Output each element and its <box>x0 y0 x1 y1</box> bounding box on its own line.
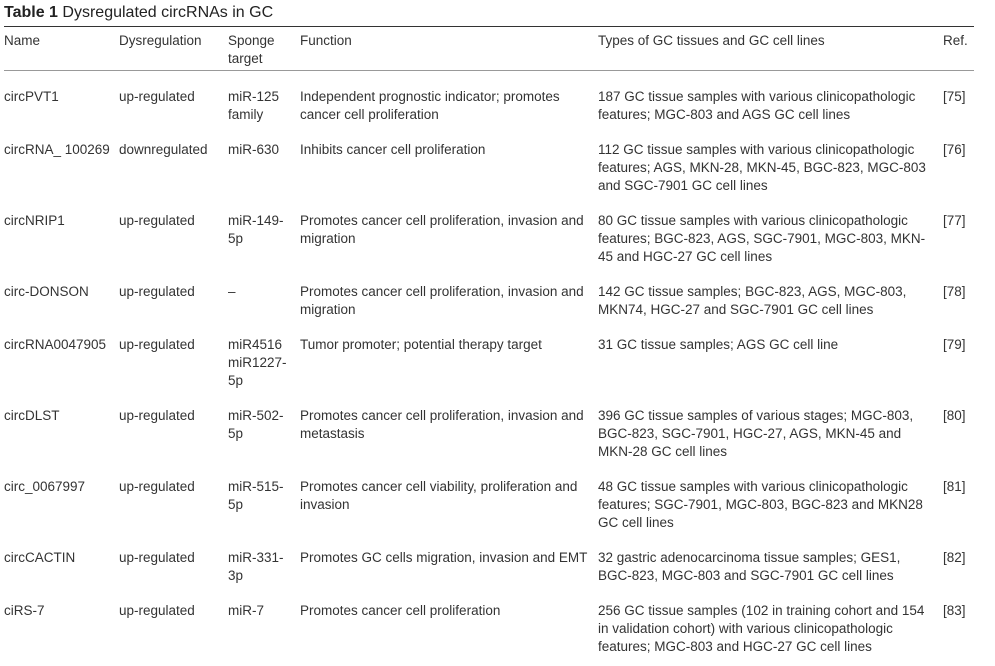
table-row <box>4 329 974 400</box>
cell-function: Promotes cancer cell proliferation <box>300 603 501 618</box>
table-row <box>4 400 974 471</box>
cell-sponge-target: – <box>228 284 236 299</box>
table-row <box>4 81 974 134</box>
reference-link[interactable]: [77] <box>943 213 966 228</box>
cell-sponge-target: miR-149-5p <box>228 213 284 246</box>
cell-name: circ-DONSON <box>4 284 89 299</box>
cell-sponge-target: miR-331-3p <box>228 550 284 583</box>
reference-link[interactable]: [83] <box>943 603 966 618</box>
table-body <box>4 74 974 666</box>
reference-link[interactable]: [81] <box>943 479 966 494</box>
cell-function: Promotes GC cells migration, invasion and EMT <box>300 550 588 565</box>
table-caption <box>4 3 273 23</box>
cell-sponge-target: miR4516 miR1227-5p <box>228 337 287 388</box>
table-row <box>4 595 974 666</box>
cell-dysregulation: up-regulated <box>119 337 195 352</box>
table-header-row <box>4 30 974 74</box>
reference-link[interactable]: [80] <box>943 408 966 423</box>
header-name: Name <box>4 33 41 48</box>
reference-link[interactable]: [82] <box>943 550 966 565</box>
cell-function: Promotes cancer cell viability, proliferation and invasion <box>300 479 578 512</box>
cell-sponge-target: miR-125 family <box>228 89 280 122</box>
header-function: Function <box>300 33 352 48</box>
cell-function: Promotes cancer cell proliferation, invasion and migration <box>300 213 584 246</box>
cell-types: 80 GC tissue samples with various clinicopathologic features; BGC-823, AGS, SGC-7901, MGC-803, MKN-45 and HGC-27 GC cell lines <box>598 213 926 264</box>
cell-dysregulation: up-regulated <box>119 284 195 299</box>
cell-types: 31 GC tissue samples; AGS GC cell line <box>598 337 839 352</box>
cell-dysregulation: up-regulated <box>119 479 195 494</box>
cell-name: ciRS-7 <box>4 603 45 618</box>
cell-name: circPVT1 <box>4 89 59 104</box>
cell-types: 48 GC tissue samples with various clinicopathologic features; SGC-7901, MGC-803, BGC-823 and MKN28 GC cell lines <box>598 479 923 530</box>
reference-link[interactable]: [75] <box>943 89 966 104</box>
header-dysregulation: Dysregulation <box>119 33 202 48</box>
cell-function: Promotes cancer cell proliferation, invasion and metastasis <box>300 408 584 441</box>
cell-types: 187 GC tissue samples with various clinicopathologic features; MGC-803 and AGS GC cell lines <box>598 89 916 122</box>
table-caption-text: Dysregulated circRNAs in GC <box>62 4 274 21</box>
table-row <box>4 134 974 205</box>
header-sponge-target: Sponge target <box>228 33 275 66</box>
cell-name: circRNA0047905 <box>4 337 107 352</box>
cell-name: circRNA_ 100269 <box>4 142 110 157</box>
table-row <box>4 542 974 595</box>
cell-sponge-target: miR-515-5p <box>228 479 284 512</box>
cell-sponge-target: miR-7 <box>228 603 264 618</box>
table-caption-label: Table 1 <box>4 4 58 21</box>
cell-types: 112 GC tissue samples with various clinicopathologic features; AGS, MKN-28, MKN-45, BGC-823, MGC-803 and SGC-7901 GC cell lines <box>598 142 926 193</box>
table-header <box>4 30 974 74</box>
cell-name: circCACTIN <box>4 550 76 565</box>
cell-types: 256 GC tissue samples (102 in training cohort and 154 in validation cohort) with various clinicopathologic features; MGC-803 and HGC-27 GC cell lines <box>598 603 925 654</box>
table-row <box>4 205 974 276</box>
reference-link[interactable]: [79] <box>943 337 966 352</box>
cell-function: Independent prognostic indicator; promotes cancer cell proliferation <box>300 89 560 122</box>
cell-name: circ_0067997 <box>4 479 86 494</box>
cell-function: Promotes cancer cell proliferation, invasion and migration <box>300 284 584 317</box>
cell-name: circNRIP1 <box>4 213 65 228</box>
table-row <box>4 471 974 542</box>
reference-link[interactable]: [78] <box>943 284 966 299</box>
cell-sponge-target: miR-502-5p <box>228 408 284 441</box>
header-ref: Ref. <box>943 33 968 48</box>
cell-dysregulation: up-regulated <box>119 550 195 565</box>
cell-types: 142 GC tissue samples; BGC-823, AGS, MGC-803, MKN74, HGC-27 and SGC-7901 GC cell lines <box>598 284 907 317</box>
cell-dysregulation: up-regulated <box>119 213 195 228</box>
cell-types: 396 GC tissue samples of various stages; MGC-803, BGC-823, SGC-7901, HGC-27, AGS, MKN-45 and MKN-28 GC cell lines <box>598 408 914 459</box>
reference-link[interactable]: [76] <box>943 142 966 157</box>
cell-types: 32 gastric adenocarcinoma tissue samples; GES1, BGC-823, MGC-803 and SGC-7901 GC cell lines <box>598 550 901 583</box>
cell-dysregulation: up-regulated <box>119 408 195 423</box>
cell-name: circDLST <box>4 408 60 423</box>
table-top-rule <box>4 26 974 27</box>
cell-dysregulation: up-regulated <box>119 603 195 618</box>
cell-dysregulation: up-regulated <box>119 89 195 104</box>
circrna-table <box>4 30 974 666</box>
cell-dysregulation: downregulated <box>119 142 208 157</box>
cell-sponge-target: miR-630 <box>228 142 280 157</box>
table-row <box>4 276 974 329</box>
header-types: Types of GC tissues and GC cell lines <box>598 33 825 48</box>
cell-function: Tumor promoter; potential therapy target <box>300 337 542 352</box>
cell-function: Inhibits cancer cell proliferation <box>300 142 486 157</box>
